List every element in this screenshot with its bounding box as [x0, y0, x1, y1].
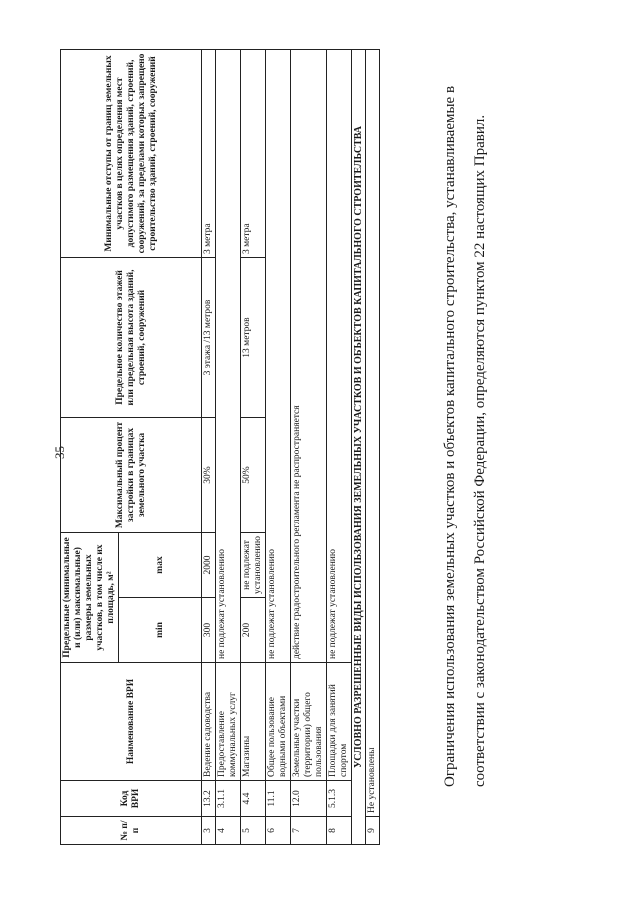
- row-code: 4.4: [241, 781, 266, 817]
- row-num: 8: [327, 817, 352, 845]
- row-floors: 13 метров: [241, 258, 266, 418]
- row-setback: 3 метра: [202, 50, 216, 258]
- row-num: 3: [202, 817, 216, 845]
- row-max: 2000: [202, 533, 216, 598]
- row-num: 4: [216, 817, 241, 845]
- row-name: Общее пользование водными объектами: [266, 663, 291, 781]
- row-num: 7: [291, 817, 327, 845]
- row-name: Ведение садоводства: [202, 663, 216, 781]
- row-floors: 3 этажа /13 метров: [202, 258, 216, 418]
- table-row: [241, 50, 266, 845]
- header-name: Наименование ВРИ: [61, 663, 202, 781]
- row-name: Магазины: [241, 663, 266, 781]
- header-code: Код ВРИ: [61, 781, 202, 817]
- row-name: Земельные участки (территории) общего пользования: [291, 663, 327, 781]
- note-line-1: Ограничения использования земельных участков и объектов капитального строительства, устанавливаемые в: [442, 85, 458, 787]
- row-code: 12.0: [291, 781, 327, 817]
- header-max: max: [119, 533, 202, 598]
- row-num: 5: [241, 817, 266, 845]
- table-row: [216, 50, 241, 845]
- row-merged-value: не подлежат установлению: [266, 50, 291, 663]
- row-min: 200: [241, 598, 266, 663]
- row-percent: 30%: [202, 418, 216, 533]
- header-percent: Максимальный процент застройки в границах земельного участка: [61, 418, 202, 533]
- row-name: Площадки для занятий спортом: [327, 663, 352, 781]
- row-percent: 50%: [241, 418, 266, 533]
- page-number: 35: [52, 446, 67, 459]
- table-row: [202, 50, 216, 845]
- table-row: [327, 50, 352, 845]
- row-max: не подлежат установлению: [241, 533, 266, 598]
- row-merged-value: действие градостроительного регламента не распространяется: [291, 50, 327, 663]
- table-row: [291, 50, 327, 845]
- row-num: 9: [366, 817, 380, 845]
- regulations-table: [60, 49, 380, 845]
- row-code: 5.1.3: [327, 781, 352, 817]
- header-floors: Предельное количество этажей или предельная высота зданий, строений, сооружений: [61, 258, 202, 418]
- row-merged-value: не подлежат установлению: [327, 50, 352, 663]
- row-min: 300: [202, 598, 216, 663]
- row-code: 13.2: [202, 781, 216, 817]
- header-sizes: Предельные (минимальные и (или) максимальные) размеры земельных участков, в том числе их площадь, м²: [61, 533, 119, 663]
- table-row: [266, 50, 291, 845]
- row-code: 3.1.1: [216, 781, 241, 817]
- row-merged-value: не подлежат установлению: [216, 50, 241, 663]
- header-min: min: [119, 598, 202, 663]
- row-setback: 3 метра: [241, 50, 266, 258]
- row-name: Предоставление коммунальных услуг: [216, 663, 241, 781]
- section-heading: УСЛОВНО РАЗРЕШЕННЫЕ ВИДЫ ИСПОЛЬЗОВАНИЯ ЗЕМЕЛЬНЫХ УЧАСТКОВ И ОБЪЕКТОВ КАПИТАЛЬНОГО СТРОИТЕЛЬСТВА: [352, 50, 366, 845]
- row-code: 11.1: [266, 781, 291, 817]
- table-header-row: [61, 50, 119, 845]
- note-line-2: соответствии с законодательством Российской Федерации, определяются пунктом 22 настоящих Правил.: [472, 114, 488, 787]
- row-num: 6: [266, 817, 291, 845]
- section-row: [352, 50, 366, 845]
- row-merged-value: Не установлены: [366, 50, 380, 817]
- table-row: [366, 50, 380, 845]
- header-num: № п/п: [61, 817, 202, 845]
- header-setback: Минимальные отступы от границ земельных участков в целях определения мест допустимого размещения зданий, строений, сооружений, за пределами которых запрещено строительство зданий, строений, сооружений: [61, 50, 202, 258]
